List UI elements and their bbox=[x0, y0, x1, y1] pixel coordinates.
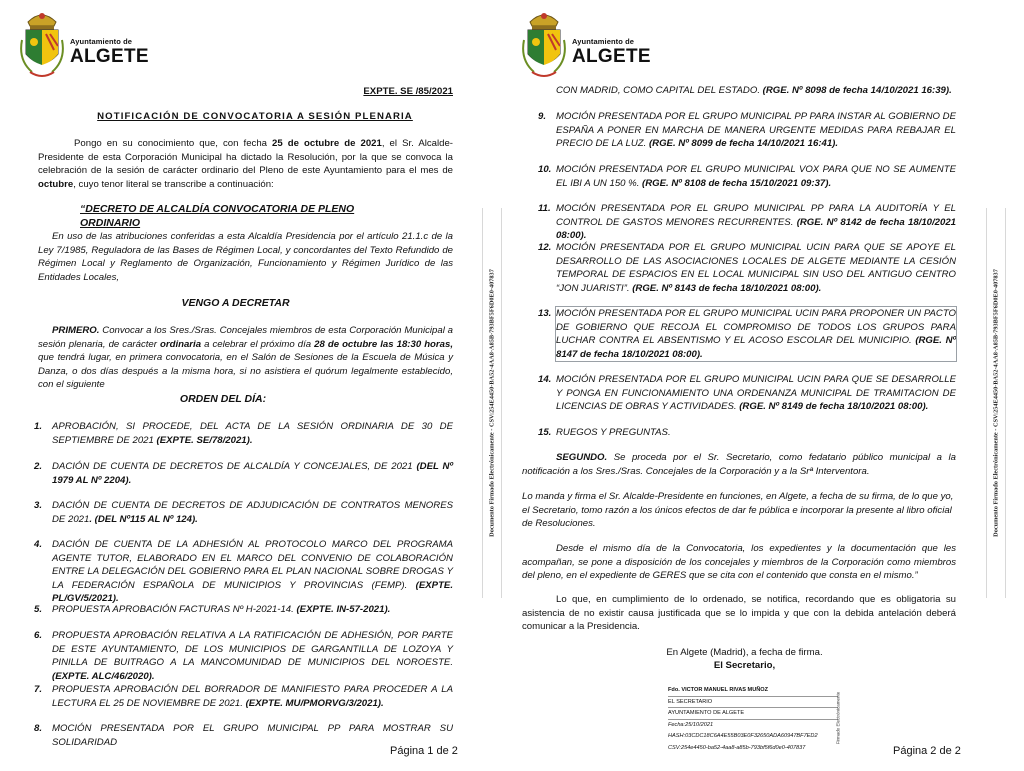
signer-name: Fdo. VICTOR MANUEL RIVAS MUÑOZ bbox=[668, 685, 838, 697]
signature-date: Fecha:25/10/2021 bbox=[668, 720, 838, 732]
agenda-item: PROPUESTA APROBACIÓN DEL BORRADOR DE MANIFIESTO PARA PROCEDER A LA LECTURA EL 25 DE NOVIEMBRE DE 2021. (EXPTE. MU/PMORVG/3/2021). bbox=[52, 684, 453, 709]
place-and-date: En Algete (Madrid), a fecha de firma. bbox=[666, 647, 823, 658]
agenda-item-continuation: CON MADRID, COMO CAPITAL DEL ESTADO. (RGE. Nº 8098 de fecha 14/10/2021 16:39). bbox=[556, 85, 952, 96]
page-number: Página 1 de 2 bbox=[390, 745, 458, 757]
agenda-item: MOCIÓN PRESENTADA POR EL GRUPO MUNICIPAL VOX PARA QUE NO SE AUMENTE EL IBI A UN 150 %. (RGE. Nº 8108 de fecha 15/10/2021 09:37). bbox=[556, 164, 956, 189]
signed-electronically-label: Firmado Electrónicamente bbox=[835, 691, 841, 744]
secretary-label: El Secretario, bbox=[713, 660, 776, 671]
signer-role: EL SECRETARIO bbox=[668, 697, 838, 709]
agenda-item: DACIÓN DE CUENTA DE DECRETOS DE ALCALDÍA Y CONCEJALES, DE 2021 (DEL Nº 1979 AL Nº 2204). bbox=[52, 461, 453, 486]
agenda-item: PROPUESTA APROBACIÓN FACTURAS Nº H-2021-14. (EXPTE. IN-57-2021). bbox=[52, 604, 391, 615]
lo-manda-paragraph: Lo manda y firma el Sr. Alcalde-Presidente en funciones, en Algete, a fecha de su firma, de lo que yo, el Secretario, tomo razón a los únicos efectos de dar fe pública e incorporar la presente al libro oficial de Resoluciones. bbox=[522, 491, 954, 529]
agenda-item-number: 5. bbox=[34, 604, 43, 615]
agenda-item-highlighted: MOCIÓN PRESENTADA POR EL GRUPO MUNICIPAL UCIN PARA PROPONER UN PACTO DE GOBIERNO QUE RECOJA EL COMPROMISO DE TODOS LOS GRUPOS PARA LUCHAR CONTRA EL ABSENTISMO Y EL ACOSO ESCOLAR DEL MUNICIPIO. (RGE. Nº 8147 de fecha 18/10/2021 08:00). bbox=[556, 308, 956, 360]
decree-intro: En uso de las atribuciones conferidas a esta Alcaldía Presidencia por el artículo 21.1.c de la Ley 7/1985, Reguladora de las Bases de Régimen Local, y concordantes del Texto Refundido de Régimen Local y Reglamento de Organización, Funcionamiento y Régimen Jurídico de las Entidades Locales, bbox=[38, 231, 453, 283]
primero-paragraph: PRIMERO. Convocar a los Sres./Sras. Concejales miembros de esta Corporación Municipal a sesión plenaria, de carácter ordinaria a celebrar el próximo día 28 de octubre las 18:30 horas, que tendrá lugar, en primera convocatoria, en el Salón de Sesiones de la Escuela de Música y Danza, o dos días después a la misma hora, si no asistiera el quórum legalmente establecido, con el siguiente bbox=[38, 325, 453, 390]
electronic-signature-sidebar: Documento Firmado Electrónicamente - CSV:254E4450-BA52-4AA8-A85B-793BF5F6D0E0-407837 bbox=[986, 208, 1006, 598]
agenda-item: MOCIÓN PRESENTADA POR EL GRUPO MUNICIPAL UCIN PARA QUE SE APOYE EL DESARROLLO DE LAS ASOCIACIONES LOCALES DE ALGETE MEDIANTE LA CESIÓN TEMPORAL DE ESPACIOS EN EL LOCAL MUNICIPAL SIN USO DEL ANTIGUO CENTRO “JON JUARISTI”. (RGE. Nº 8143 de fecha 18/10/2021 08:00). bbox=[556, 242, 956, 294]
agenda-item-number: 3. bbox=[34, 500, 43, 511]
agenda-item: MOCIÓN PRESENTADA POR EL GRUPO MUNICIPAL PP PARA MOSTRAR SU SOLIDARIDAD bbox=[52, 723, 453, 748]
intro-paragraph: Pongo en su conocimiento que, con fecha 25 de octubre de 2021, el Sr. Alcalde-Presidente de esta Corporación Municipal ha dictado la Resolución, por la que se convoca la celebración de la sesión de carácter ordinario del Pleno de este Ayuntamiento para el mes de octubre, cuyo tenor literal se transcribe a continuación: bbox=[38, 138, 453, 190]
agenda-item-number: 12. bbox=[538, 242, 552, 253]
logo-title: ALGETE bbox=[70, 46, 149, 67]
logo-subtitle: Ayuntamiento de bbox=[572, 37, 635, 46]
agenda-item: DACIÓN DE CUENTA DE LA ADHESIÓN AL PROTOCOLO MARCO DEL PROGRAMA AGENTE TUTOR, ELABORADO EN EL MARCO DEL CONVENIO DE COLABORACIÓN ENTRE LA DELEGACIÓN DEL GOBIERNO PARA EL PLAN NACIONAL SOBRE DROGAS Y LA FEDERACIÓN ESPAÑOLA DE MUNICIPIOS Y PROVINCIAS (FEMP). (EXPTE. PL/GV/5/2021). bbox=[52, 539, 453, 604]
agenda-item: APROBACIÓN, SI PROCEDE, DEL ACTA DE LA SESIÓN ORDINARIA DE 30 DE SEPTIEMBRE DE 2021 (EXPTE. SE/78/2021). bbox=[52, 421, 453, 446]
notification-title: NOTIFICACIÓN DE CONVOCATORIA A SESIÓN PLENARIA bbox=[97, 111, 413, 122]
agenda-item: MOCIÓN PRESENTADA POR EL GRUPO MUNICIPAL PP PARA INSTAR AL GOBIERNO DE ESPAÑA A PONER EN MARCHA DE MANERA URGENTE MEDIDAS PARA REBAJAR EL PRECIO DE LA LUZ. (RGE. Nº 8099 de fecha 14/10/2021 16:41). bbox=[556, 111, 956, 149]
agenda-item-number: 4. bbox=[34, 539, 43, 550]
agenda-item-number: 7. bbox=[34, 684, 43, 695]
signature-hash: HASH:03CDC18C6A4E55B03E0F32650ADA60947BF7ED2 bbox=[668, 731, 838, 743]
decree-title: “DECRETO DE ALCALDÍA CONVOCATORIA DE PLENO ORDINARIO bbox=[80, 203, 355, 229]
agenda-item-number: 6. bbox=[34, 630, 43, 641]
agenda-item-number: 1. bbox=[34, 421, 43, 432]
agenda-item-number: 13. bbox=[538, 308, 552, 319]
agenda-item: PROPUESTA APROBACIÓN RELATIVA A LA RATIFICACIÓN DE ADHESIÓN, POR PARTE DE ESTE AYUNTAMIENTO, DE LOS MUNICIPIOS DE GARGANTILLA DE LOZOYA Y PINILLA DE BUITRAGO A LA MANCOMUNIDAD DE MUNICIPIOS DEL NOROESTE. (EXPTE. ALC/46/2020). bbox=[52, 630, 453, 682]
agenda-item-number: 8. bbox=[34, 723, 43, 734]
expediente-number: EXPTE. SE /85/2021 bbox=[363, 86, 453, 97]
agenda-item-number: 11. bbox=[538, 203, 551, 214]
agenda-item-number: 10. bbox=[538, 164, 552, 175]
agenda-item-number: 9. bbox=[538, 111, 547, 122]
algete-logo bbox=[18, 10, 149, 80]
orden-del-dia-heading: ORDEN DEL DÍA: bbox=[179, 393, 267, 405]
page-number: Página 2 de 2 bbox=[893, 745, 961, 757]
agenda-item: MOCIÓN PRESENTADA POR EL GRUPO MUNICIPAL UCIN PARA QUE SE DESARROLLE Y PONGA EN FUNCIONAMIENTO UNA ORDENANZA MUNICIPAL DE TRAMITACION DE LICENCIAS DE OBRAS Y ACTIVIDADES. (RGE. Nº 8149 de fecha 18/10/2021 08:00). bbox=[556, 374, 956, 412]
agenda-item: DACIÓN DE CUENTA DE DECRETOS DE ADJUDICACIÓN DE CONTRATOS MENORES DE 2021. (DEL Nº115 AL Nº 124). bbox=[52, 500, 453, 525]
agenda-item-number: 2. bbox=[34, 461, 43, 472]
agenda-item: RUEGOS Y PREGUNTAS. bbox=[556, 427, 671, 438]
signer-org: AYUNTAMIENTO DE ALGETE bbox=[668, 708, 838, 720]
signature-block bbox=[668, 685, 838, 754]
segundo-paragraph: SEGUNDO. Se proceda por el Sr. Secretario, como fedatario público municipal a la notificación a los Sres./Sras. Concejales de la Corporación y a la Srª Interventora. bbox=[522, 452, 956, 477]
signature-csv: CSV:254e4450-ba52-4aa8-a85b-793bf5f6d0e0-407837 bbox=[668, 743, 838, 755]
logo-title: ALGETE bbox=[572, 46, 651, 67]
agenda-item-number: 14. bbox=[538, 374, 552, 385]
document-page-2 bbox=[512, 0, 1024, 771]
algete-logo bbox=[520, 10, 651, 80]
agenda-item: MOCIÓN PRESENTADA POR EL GRUPO MUNICIPAL PP PARA LA AUDITORÍA Y EL CONTROL DE GASTOS MENORES RECURRENTES. (RGE. Nº 8142 de fecha 18/10/2021 08:00). bbox=[556, 203, 956, 241]
vengo-decretar-heading: VENGO A DECRETAR bbox=[181, 297, 290, 309]
lo-que-paragraph: Lo que, en cumplimiento de lo ordenado, se notifica, recordando que es obligatoria su asistencia de no existir causa justificada que se lo impida y que con la debida antelación deberá comunicar a la Presidencia. bbox=[522, 594, 956, 632]
coat-of-arms-icon bbox=[18, 10, 66, 82]
electronic-signature-sidebar: Documento Firmado Electrónicamente - CSV:254E4450-BA52-4AA8-A85B-793BF5F6D0E0-407837 bbox=[482, 208, 502, 598]
coat-of-arms-icon bbox=[520, 10, 568, 82]
logo-subtitle: Ayuntamiento de bbox=[70, 37, 133, 46]
agenda-item-number: 15. bbox=[538, 427, 552, 438]
desde-paragraph: Desde el mismo día de la Convocatoria, los expedientes y la documentación que les acompañan, se pone a disposición de los concejales y miembros de la Corporación como miembros del pleno, en el expediente de GERES que se cita con el contenido que consta en el mismo.” bbox=[522, 543, 956, 581]
